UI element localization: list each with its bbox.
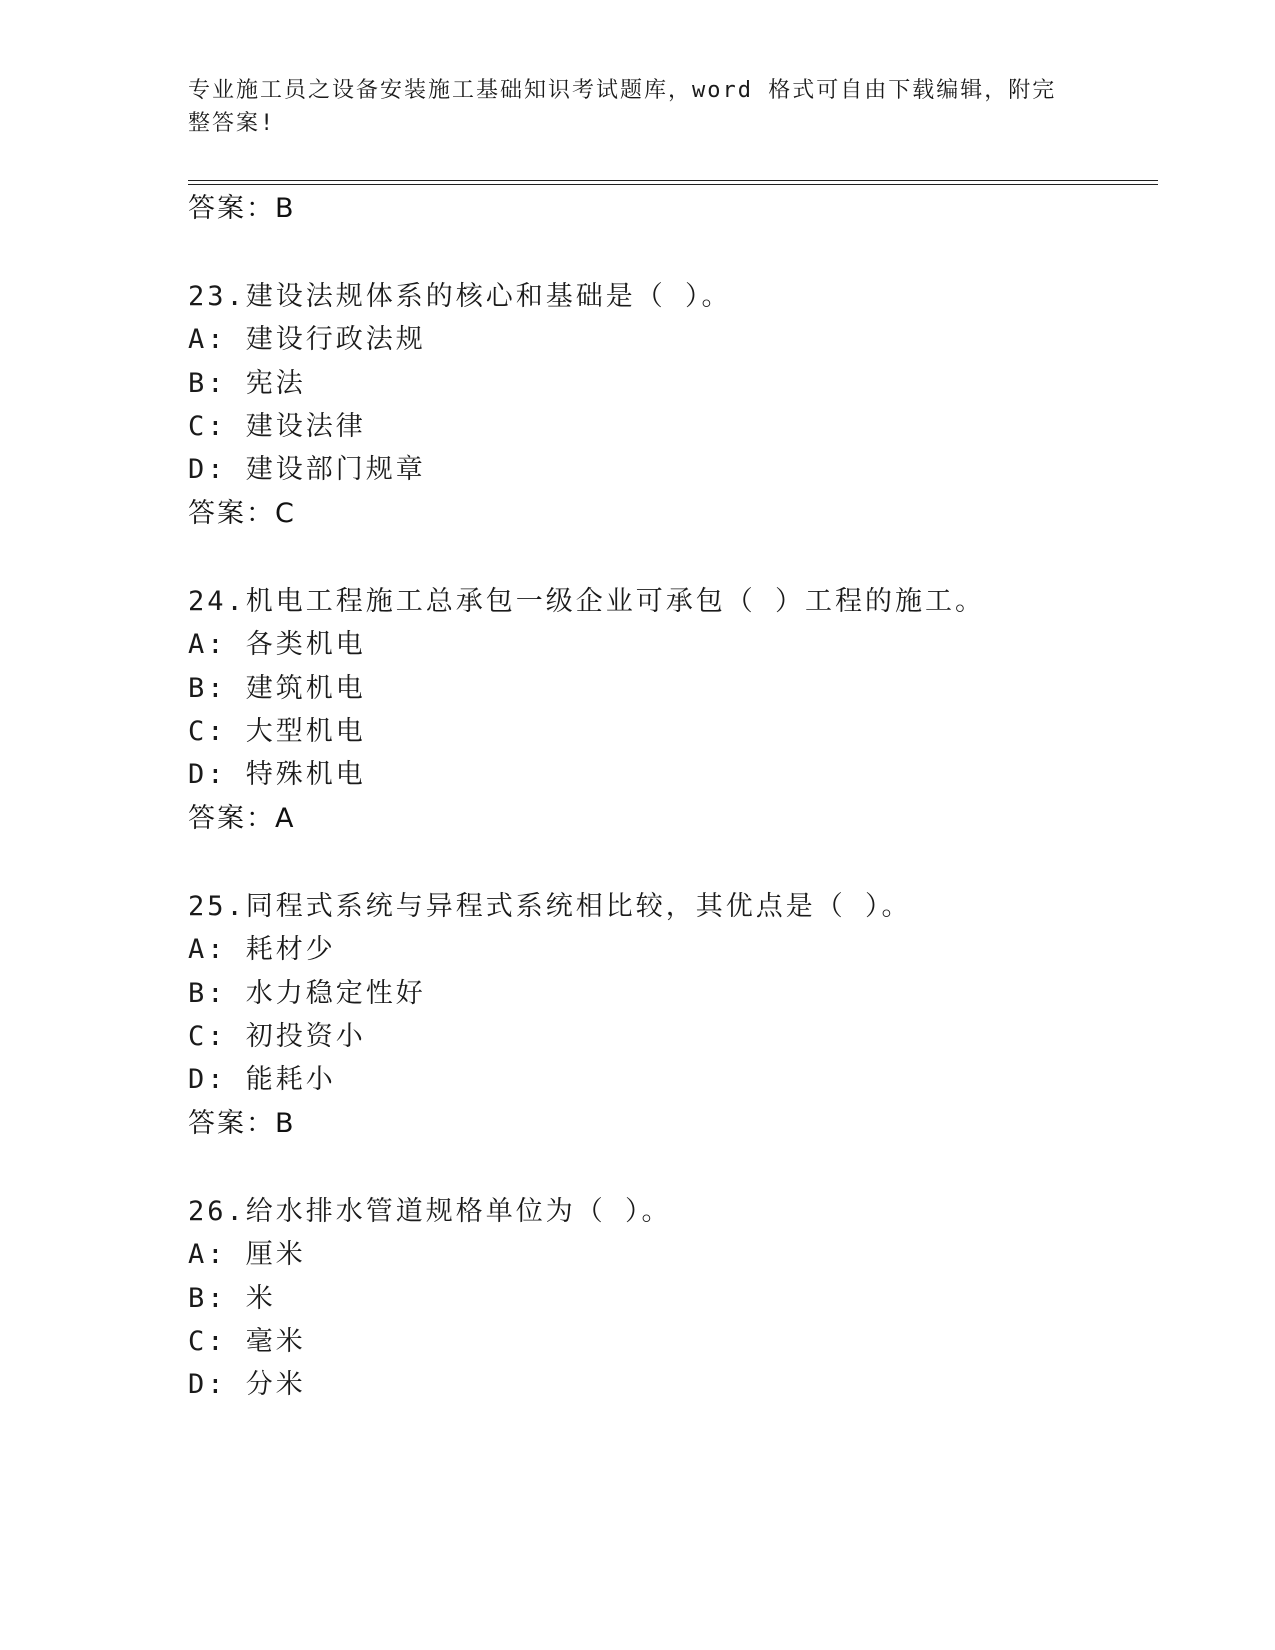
question-26-option-d: D: 分米 bbox=[188, 1369, 306, 1400]
question-23-option-a: A: 建设行政法规 bbox=[188, 324, 426, 355]
question-25-title: 25.同程式系统与异程式系统相比较，其优点是（ ）。 bbox=[188, 891, 912, 922]
question-25-option-c: C: 初投资小 bbox=[188, 1021, 366, 1052]
question-23-option-d: D: 建设部门规章 bbox=[188, 454, 426, 485]
question-25-option-b: B: 水力稳定性好 bbox=[188, 978, 426, 1009]
question-24-title: 24.机电工程施工总承包一级企业可承包（ ）工程的施工。 bbox=[188, 586, 986, 617]
question-26-option-a: A: 厘米 bbox=[188, 1239, 306, 1270]
header-divider bbox=[188, 180, 1158, 185]
answer-24: 答案：A bbox=[188, 803, 296, 834]
question-24-option-a: A: 各类机电 bbox=[188, 629, 366, 660]
question-26-option-c: C: 毫米 bbox=[188, 1326, 306, 1357]
answer-25: 答案：B bbox=[188, 1108, 296, 1139]
question-26-title: 26.给水排水管道规格单位为（ ）。 bbox=[188, 1196, 672, 1227]
question-26-option-b: B: 米 bbox=[188, 1283, 276, 1314]
question-24-option-d: D: 特殊机电 bbox=[188, 759, 366, 790]
answer-22: 答案：B bbox=[188, 193, 296, 224]
question-23-option-b: B: 宪法 bbox=[188, 368, 306, 399]
answer-23: 答案：C bbox=[188, 498, 296, 529]
question-23-option-c: C: 建设法律 bbox=[188, 411, 366, 442]
question-24-option-b: B: 建筑机电 bbox=[188, 673, 366, 704]
question-24-option-c: C: 大型机电 bbox=[188, 716, 366, 747]
question-25-option-a: A: 耗材少 bbox=[188, 934, 336, 965]
document-header: 专业施工员之设备安装施工基础知识考试题库，word 格式可自由下载编辑，附完整答案! bbox=[188, 78, 1057, 136]
question-25-option-d: D: 能耗小 bbox=[188, 1064, 336, 1095]
question-23-title: 23.建设法规体系的核心和基础是（ ）。 bbox=[188, 281, 732, 312]
